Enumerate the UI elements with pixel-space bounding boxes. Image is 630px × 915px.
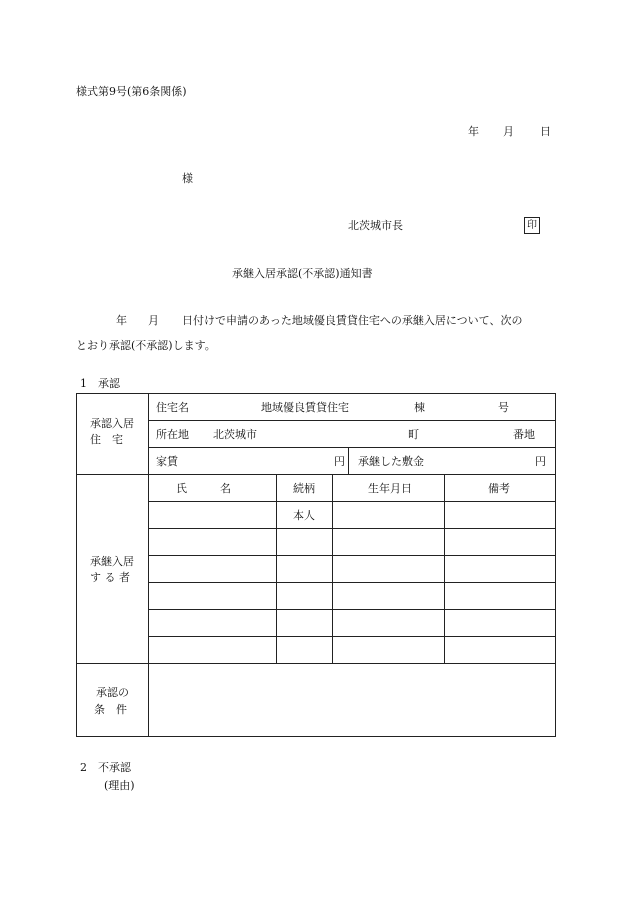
- number-unit: 号: [498, 401, 509, 414]
- location-city: 北茨城市: [213, 428, 257, 441]
- body-year-unit: 年: [116, 314, 127, 327]
- conditions-row-label-1: 承認の: [96, 686, 129, 699]
- section-rejection-label: 2 不承認: [80, 761, 131, 774]
- date-year-unit: 年: [468, 125, 479, 138]
- housing-name-value: 地域優良賃貸住宅: [261, 401, 349, 414]
- successor-row-label-2: す る 者: [90, 571, 130, 584]
- banchi-unit: 番地: [513, 428, 535, 441]
- section-approval-label: 1 承認: [80, 377, 120, 390]
- column-header-name: 氏 名: [176, 482, 231, 495]
- housing-row-label-1: 承認入居: [90, 417, 134, 430]
- body-text-line2: とおり承認(不承認)します。: [76, 339, 216, 352]
- form-number: 様式第9号(第6条関係): [76, 85, 187, 98]
- housing-row-label-2: 住 宅: [90, 433, 123, 446]
- body-text-line1: 日付けで申請のあった地域優良賃貸住宅への承継入居について、次の: [182, 314, 523, 327]
- column-header-relation: 続柄: [293, 482, 315, 495]
- date-day-unit: 日: [540, 125, 551, 138]
- addressee-suffix: 様: [182, 172, 193, 185]
- body-month-unit: 月: [148, 314, 159, 327]
- housing-name-label: 住宅名: [156, 401, 189, 414]
- successor-row-label-1: 承継入居: [90, 555, 134, 568]
- rejection-reason-label: (理由): [104, 779, 135, 792]
- location-label: 所在地: [156, 428, 189, 441]
- document-title: 承継入居承認(不承認)通知書: [232, 267, 373, 280]
- relation-cell-self: 本人: [293, 509, 315, 522]
- building-unit: 棟: [414, 401, 425, 414]
- rent-label: 家賃: [156, 455, 178, 468]
- column-header-birthdate: 生年月日: [368, 482, 412, 495]
- town-unit: 町: [408, 428, 419, 441]
- deposit-yen-unit: 円: [535, 455, 546, 468]
- sender-name: 北茨城市長: [348, 219, 403, 232]
- deposit-label: 承継した敷金: [358, 455, 424, 468]
- column-header-remarks: 備考: [488, 482, 510, 495]
- seal-mark: 印: [524, 217, 540, 234]
- date-month-unit: 月: [503, 125, 514, 138]
- conditions-row-label-2: 条 件: [94, 703, 127, 716]
- approval-table: [76, 393, 556, 737]
- rent-yen-unit: 円: [334, 455, 345, 468]
